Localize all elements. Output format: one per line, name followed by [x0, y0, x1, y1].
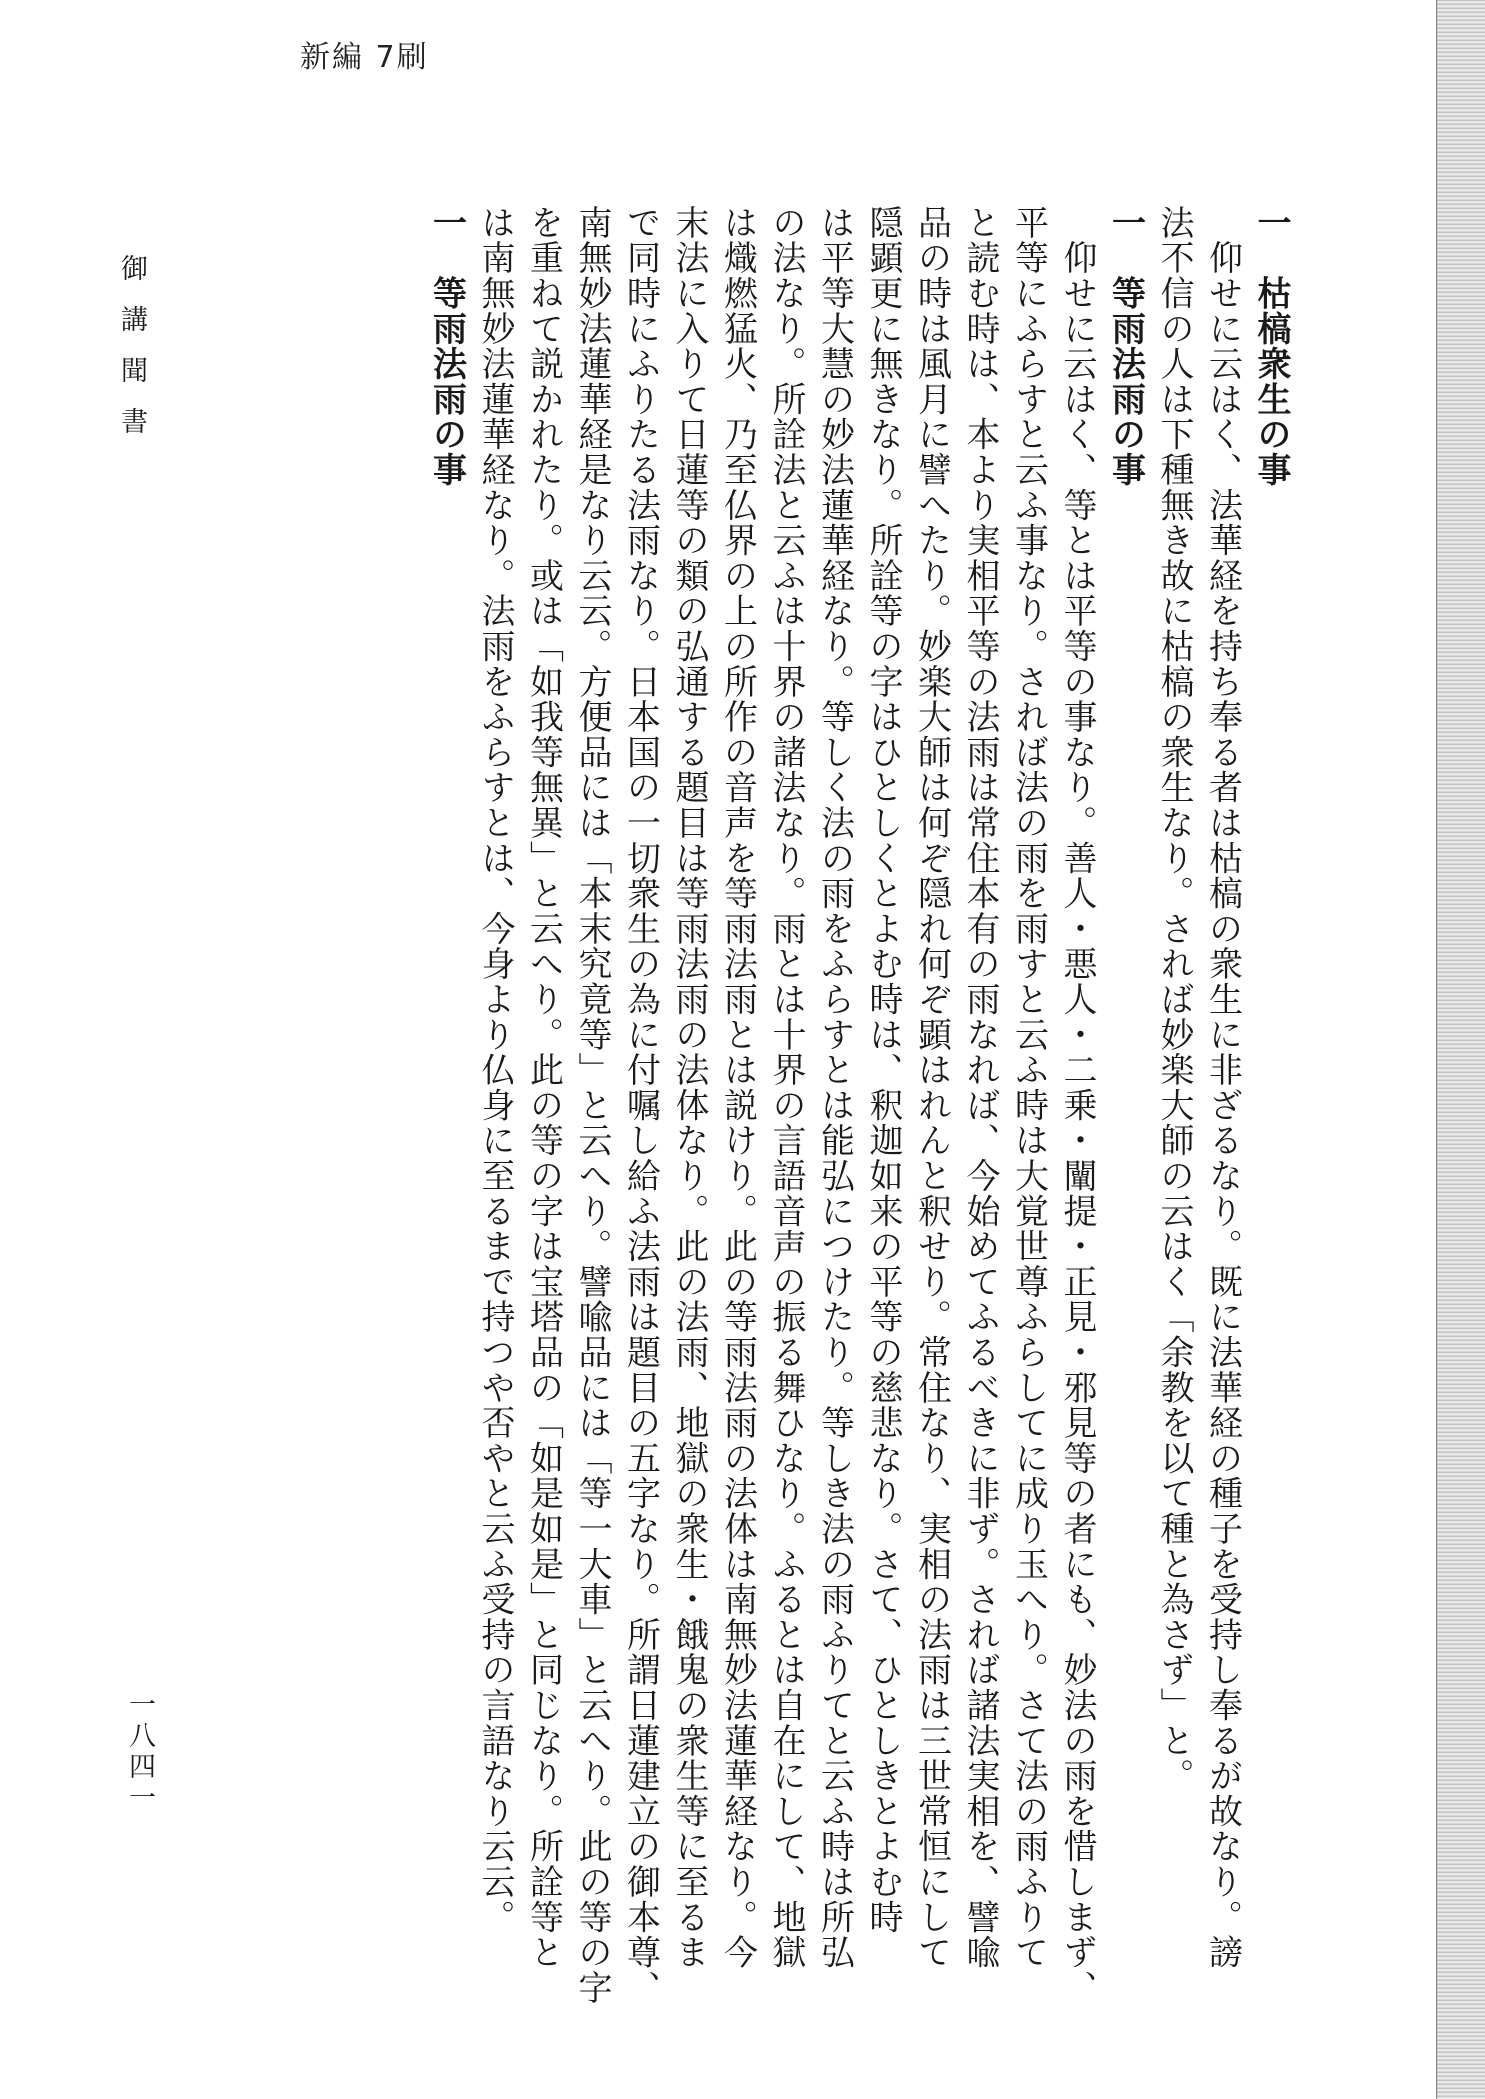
text-line: で同時にふりたる法雨なり。日本国の一切衆生の為に付嘱し給ふ法雨は題目の五字なり。所謂日蓮建立の御本尊、	[620, 205, 661, 2006]
page-number: 一八四一	[124, 1690, 155, 1814]
text-line: 仰せに云はく、法華経を持ち奉る者は枯槁の衆生に非ざるなり。既に法華経の種子を受持し奉るが故なり。謗	[1202, 205, 1243, 1970]
edition-stamp: 新編 7刷	[300, 40, 429, 75]
section-heading: 一 等雨法雨の事	[426, 205, 467, 488]
text-line: は熾燃猛火、乃至仏界の上の所作の音声を等雨法雨とは説けり。此の等雨法雨の法体は南無妙法蓮華経なり。今	[717, 205, 758, 1970]
text-line: は南無妙法蓮華経なり。法雨をふらすとは、今身より仏身に至るまで持つや否やと云ふ受持の言語なり云云。	[475, 205, 515, 1935]
text-line: 末法に入りて日蓮等の類の弘通する題目は等雨法雨の法体なり。此の法雨、地獄の衆生・餓鬼の衆生等に至るま	[669, 205, 709, 1970]
vertical-body-text	[205, 205, 1295, 2006]
scanned-page-edge	[1437, 0, 1485, 2099]
text-line: 隠顕更に無きなり。所詮等の字はひとしくとよむ時は、釈迦如来の平等の慈悲なり。さて、ひとしきとよむ時	[863, 205, 903, 1935]
text-line: 平等にふらすと云ふ事なり。されば法の雨を雨すと云ふ時は大覚世尊ふらしてに成り玉へり。さて法の雨ふりて	[1008, 205, 1049, 1970]
text-line: 南無妙法蓮華経是なり云云。方便品には「本末究竟等」と云へり。譬喩品には「等一大車」と云へり。此の等の字	[572, 205, 612, 2006]
text-line: 仰せに云はく、等とは平等の事なり。善人・悪人・二乗・闡提・正見・邪見等の者にも、妙法の雨を惜しまず、	[1057, 205, 1097, 2006]
section-heading: 一 枯槁衆生の事	[1251, 205, 1291, 488]
text-line: 法不信の人は下種無き故に枯槁の衆生なり。されば妙楽大師の云はく「余教を以て種と為さず」と。	[1154, 205, 1194, 1794]
text-line: と読む時は、本より実相平等の法雨は常住本有の雨なれば、今始めてふるべきに非ず。されば諸法実相を、譬喩	[960, 205, 1000, 1970]
text-line: を重ねて説かれたり。或は「如我等無異」と云へり。此の等の字は宝塔品の「如是如是」と同じなり。所詮等と	[523, 205, 564, 1970]
text-line: 品の時は風月に譬へたり。妙楽大師は何ぞ隠れ何ぞ顕はれんと釈せり。常住なり、実相の法雨は三世常恒にして	[911, 205, 952, 1970]
running-head: 御講聞書	[116, 254, 147, 458]
section-heading: 一 等雨法雨の事	[1105, 205, 1146, 488]
text-line: の法なり。所詮法と云ふは十界の諸法なり。雨とは十界の言語音声の振る舞ひなり。ふるとは自在にして、地獄	[766, 205, 806, 1970]
text-line: は平等大慧の妙法蓮華経なり。等しく法の雨をふらすとは能弘につけたり。等しき法の雨ふりてと云ふ時は所弘	[814, 205, 855, 1970]
